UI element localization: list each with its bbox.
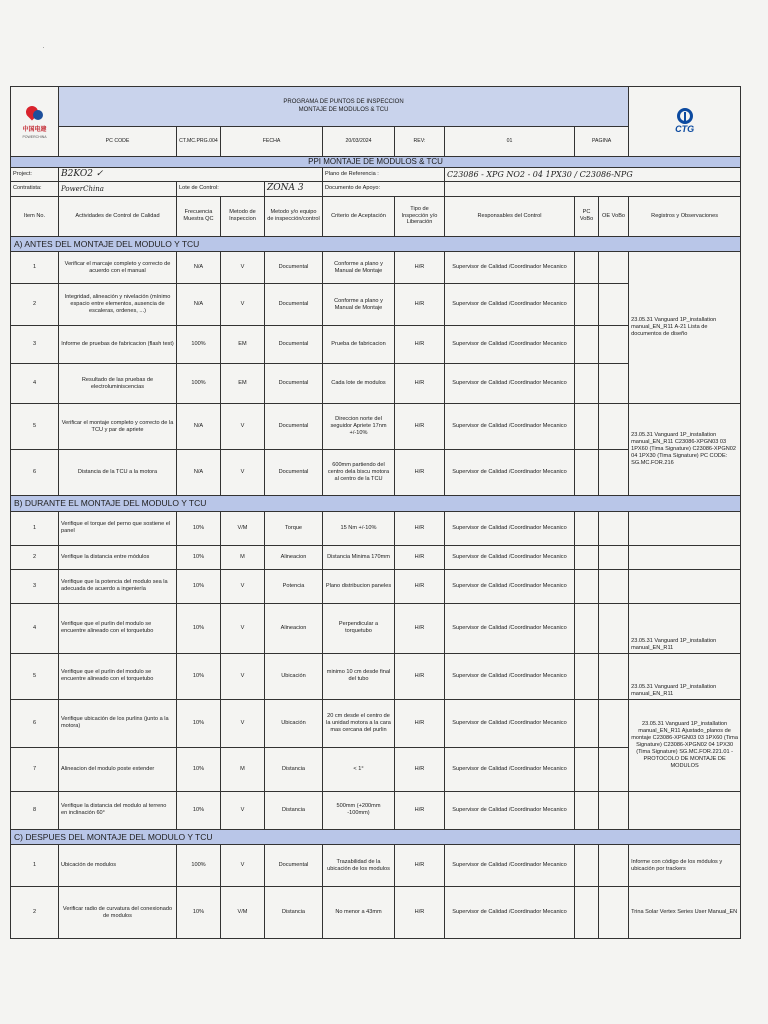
col-criterio: Criterio de Aceptación: [323, 196, 395, 236]
pc-vobo-cell: [575, 252, 599, 284]
table-row: 4 Resultado de las pruebas de electroluminiscencias 100% EM Documental Cada lote de modulos H/R Supervisor de Calidad /Coordinador Mecanico: [11, 364, 741, 404]
ppi-table: [10, 86, 741, 939]
oe-vobo-cell: [599, 699, 629, 747]
column-header-row: [11, 196, 741, 236]
section-a-title: A) ANTES DEL MONTAJE DEL MODULO Y TCU: [11, 236, 741, 252]
table-row: 4 Verifique que el purlin del modulo se encuentre alineado con el torquetubo 10% V Alineacion Perpendicular a torquetubo H/R Supervisor de Calidad /Coordinador Mecanico 23.05.31 Vanguard 1P_installation manual_EN_R11: [11, 603, 741, 653]
col-actividades: Actividades de Control de Calidad: [59, 196, 177, 236]
registros-empty: [629, 545, 741, 569]
pc-vobo-cell: [575, 791, 599, 829]
table-row: 3 Informe de pruebas de fabricacion (flash test) 100% EM Documental Prueba de fabricacion H/R Supervisor de Calidad /Coordinador Mecanico: [11, 326, 741, 364]
section-b-note-3: 23.05.31 Vanguard 1P_installation manual_EN_R11 Ajustado_planos de montaje C23086-XPGN03 03 1PX60 (Tima Signature) C23086-XPGN02 04 1PX30 (Tima Signature) SG.MC.FOR.221.01 - PROTOCOLO DE MONTAJE DE MODULOS: [629, 699, 741, 791]
scan-mark: ·: [42, 42, 45, 52]
pc-vobo-cell: [575, 569, 599, 603]
pagina-label: PAGINA: [575, 127, 629, 157]
table-row: 1 Verificar el marcaje completo y correcto de acuerdo con el manual N/A V Documental Conforme a plano y Manual de Montaje H/R Supervisor de Calidad /Coordinador Mecanico 23.05.31 Vanguard 1P_installation manual_EN_R11 A-21 Lista de documentos de diseño: [11, 252, 741, 284]
project-label: Project:: [11, 168, 59, 182]
inspection-sheet: [10, 86, 740, 939]
lote-label: Lote de Control:: [177, 182, 265, 196]
rev-label: REV:: [395, 127, 445, 157]
col-oe-vobo: OE VoBo: [599, 196, 629, 236]
registros-empty: [629, 791, 741, 829]
fecha-label: FECHA: [221, 127, 323, 157]
oe-vobo-cell: [599, 545, 629, 569]
pc-vobo-cell: [575, 364, 599, 404]
registros-empty: [629, 569, 741, 603]
section-c-note-1: Informe con código de los módulos y ubicación por trackers: [629, 845, 741, 887]
col-tipo: Tipo de Inspección y/o Liberación: [395, 196, 445, 236]
oe-vobo-cell: [599, 284, 629, 326]
oe-vobo-cell: [599, 569, 629, 603]
pc-vobo-cell: [575, 511, 599, 545]
rev-value: 01: [445, 127, 575, 157]
section-b-note-2: 23.05.31 Vanguard 1P_installation manual_EN_R11: [629, 653, 741, 699]
oe-vobo-cell: [599, 364, 629, 404]
plano-label: Plano de Referencia :: [323, 168, 445, 182]
col-frecuencia: Frecuencia Muestra QC: [177, 196, 221, 236]
col-pc-vobo: PC VoBo: [575, 196, 599, 236]
table-row: 6 Distancia de la TCU a la motora N/A V Documental 600mm partiendo del centro dela biscu motora al centro de la TCU H/R Supervisor de Calidad /Coordinador Mecanico: [11, 450, 741, 496]
section-b-title: B) DURANTE EL MONTAJE DEL MODULO Y TCU: [11, 496, 741, 512]
pc-vobo-cell: [575, 545, 599, 569]
pc-vobo-cell: [575, 887, 599, 939]
documento-value: [445, 182, 741, 196]
contratista-label: Contratista:: [11, 182, 59, 196]
section-c-note-2: Trina Solar Vertex Series User Manual_EN: [629, 887, 741, 939]
col-equipo: Metodo y/o equipo de inspección/control: [265, 196, 323, 236]
document-title: PROGRAMA DE PUNTOS DE INSPECCION MONTAJE DE MODULOS & TCU: [59, 87, 629, 127]
oe-vobo-cell: [599, 252, 629, 284]
col-responsables: Responsables del Control: [445, 196, 575, 236]
col-registros: Registros y Observaciones: [629, 196, 741, 236]
oe-vobo-cell: [599, 653, 629, 699]
table-row: 7 Alineacion del modulo poste extender 10% M Distancia < 1° H/R Supervisor de Calidad /Coordinador Mecanico: [11, 747, 741, 791]
section-c-title: C) DESPUES DEL MONTAJE DEL MODULO Y TCU: [11, 829, 741, 845]
oe-vobo-cell: [599, 791, 629, 829]
pc-vobo-cell: [575, 653, 599, 699]
table-row: 2 Verificar radio de curvatura del conexionado de modulos 10% V/M Distancia No menor a 43mm H/R Supervisor de Calidad /Coordinador Mecanico Trina Solar Vertex Series User Manual_EN: [11, 887, 741, 939]
col-item: Item No.: [11, 196, 59, 236]
section-b-note-1: 23.05.31 Vanguard 1P_installation manual_EN_R11: [629, 603, 741, 653]
oe-vobo-cell: [599, 845, 629, 887]
pc-vobo-cell: [575, 845, 599, 887]
table-row: 5 Verificar el montaje completo y correcto de la TCU y par de apriete N/A V Documental Direccion norte del seguidor Apriete 17nm +/-10% H/R Supervisor de Calidad /Coordinador Mecanico 23.05.31 Vanguard 1P_installation manual_EN_R11 C23086-XPGN03 03 1PX60 (Tima Signature) C23086-XPGN02 04 1PX30 (Tima Signature) PC CODE: SG.MC.FOR.216: [11, 404, 741, 450]
oe-vobo-cell: [599, 747, 629, 791]
registros-empty: [629, 511, 741, 545]
table-row: 8 Verifique la distancia del modulo al terreno en inclinación 60° 10% V Distancia 500mm (+200mm -100mm) H/R Supervisor de Calidad /Coordinador Mecanico: [11, 791, 741, 829]
pc-vobo-cell: [575, 603, 599, 653]
pc-vobo-cell: [575, 404, 599, 450]
pc-code-label: PC CODE: [59, 127, 177, 157]
table-row: 1 Ubicación de modulos 100% V Documental Trazabilidad de la ubicación de los modulos H/R Supervisor de Calidad /Coordinador Mecanico Informe con código de los módulos y ubicación por trackers: [11, 845, 741, 887]
pc-vobo-cell: [575, 699, 599, 747]
oe-vobo-cell: [599, 887, 629, 939]
table-row: 2 Integridad, alineación y nivelación (mínimo espacio entre elementos, ausencia de escaleras, ordenes, ...) N/A V Documental Conforme a plano y Manual de Montaje H/R Supervisor de Calidad /Coordinador Mecanico: [11, 284, 741, 326]
lote-value: ZONA 3: [265, 182, 323, 196]
table-row: 2 Verifique la distancia entre módulos 10% M Alineacion Distancia Minima 170mm H/R Supervisor de Calidad /Coordinador Mecanico: [11, 545, 741, 569]
ppi-banner: PPI MONTAJE DE MODULOS & TCU: [11, 157, 741, 168]
plano-value: C23086 - XPG NO2 - 04 1PX30 / C23086-NPG: [445, 168, 741, 182]
table-row: 1 Verifique el torque del perno que sostiene el panel 10% V/M Torque 15 Nm +/-10% H/R Supervisor de Calidad /Coordinador Mecanico: [11, 511, 741, 545]
table-row: 3 Verifique que la potencia del modulo sea la adecuada de acuerdo a ingeniería 10% V Potencia Plano distribucion paneles H/R Supervisor de Calidad /Coordinador Mecanico: [11, 569, 741, 603]
oe-vobo-cell: [599, 511, 629, 545]
pc-code-value: CT.MC.PRG.004: [177, 127, 221, 157]
pc-vobo-cell: [575, 326, 599, 364]
section-a-note-2: 23.05.31 Vanguard 1P_installation manual_EN_R11 C23086-XPGN03 03 1PX60 (Tima Signature) C23086-XPGN02 04 1PX30 (Tima Signature) PC CODE: SG.MC.FOR.216: [629, 404, 741, 496]
contratista-value: PowerChina: [59, 182, 177, 196]
pc-vobo-cell: [575, 284, 599, 326]
table-row: 5 Verifique que el purlin del modulo se encuentre alineado con el torquetubo 10% V Ubicación minimo 10 cm desde final del tubo H/R Supervisor de Calidad /Coordinador Mecanico 23.05.31 Vanguard 1P_installation manual_EN_R11: [11, 653, 741, 699]
project-value: B2KO2 ✓: [59, 168, 323, 182]
oe-vobo-cell: [599, 326, 629, 364]
powerchina-logo: 中国电建 POWERCHINA: [11, 87, 59, 157]
pc-vobo-cell: [575, 450, 599, 496]
col-metodo: Metodo de Inspeccion: [221, 196, 265, 236]
documento-label: Documento de Apoyo:: [323, 182, 445, 196]
table-row: 6 Verifique ubicación de los purlins (junto a la motora) 10% V Ubicación 20 cm desde el centro de la unidad motora a la cara mas cercana del purlin H/R Supervisor de Calidad /Coordinador Mecanico 23.05.31 Vanguard 1P_installation manual_EN_R11 Ajustado_planos de montaje C23086-XPGN03 03 1PX60 (Tima Signature) C23086-XPGN02 04 1PX30 (Tima Signature) SG.MC.FOR.221.01 - PROTOCOLO DE MONTAJE DE MODULOS: [11, 699, 741, 747]
oe-vobo-cell: [599, 603, 629, 653]
pc-vobo-cell: [575, 747, 599, 791]
oe-vobo-cell: [599, 450, 629, 496]
oe-vobo-cell: [599, 404, 629, 450]
fecha-value: 20/03/2024: [323, 127, 395, 157]
ctg-logo: CTG: [629, 87, 741, 157]
section-a-note-1: 23.05.31 Vanguard 1P_installation manual_EN_R11 A-21 Lista de documentos de diseño: [629, 252, 741, 404]
